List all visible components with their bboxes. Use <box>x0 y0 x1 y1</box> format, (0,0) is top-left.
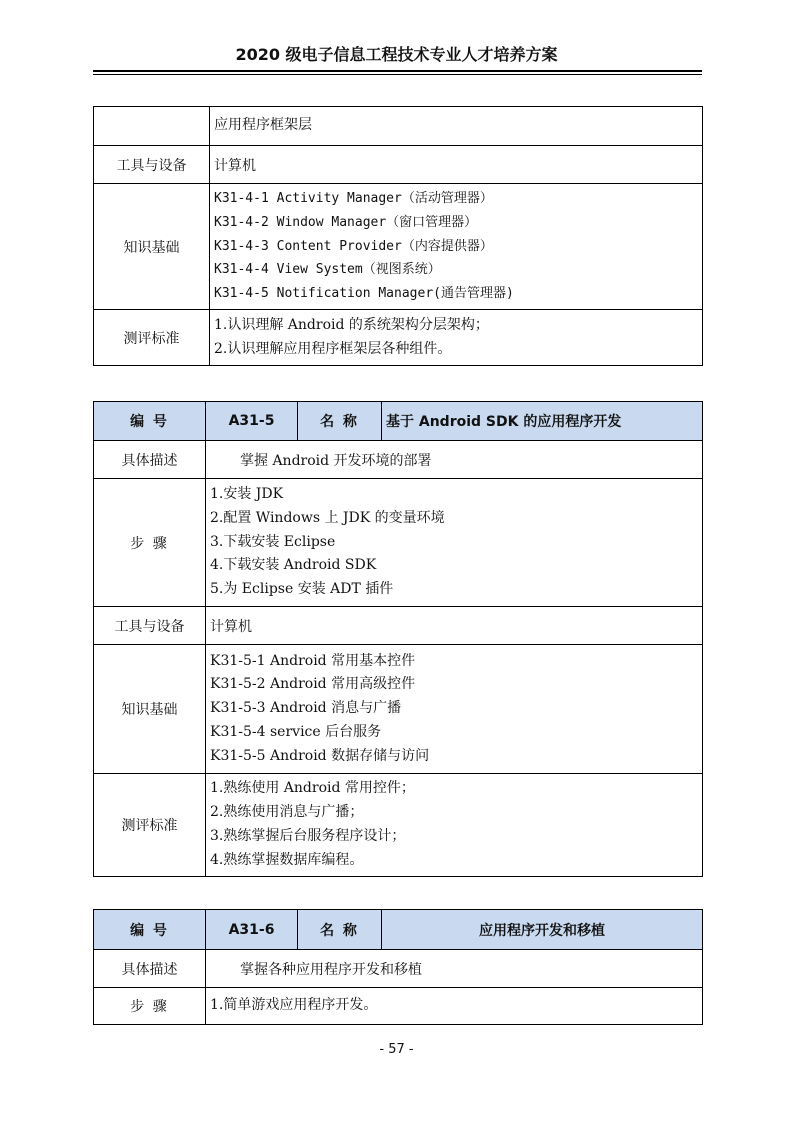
top-row-text: 应用程序框架层 <box>210 107 703 146</box>
list-item: 2.认识理解应用程序框架层各种组件。 <box>214 340 452 357</box>
code-value: A31-5 <box>206 402 298 441</box>
steps-label: 步 骤 <box>94 479 206 607</box>
steps-label: 步 骤 <box>94 988 206 1025</box>
list-item: 2.熟练使用消息与广播； <box>210 804 364 821</box>
tools-label: 工具与设备 <box>94 146 210 184</box>
list-item: 3.下载安装 Eclipse <box>210 533 336 550</box>
list-item: K31-4-2 Window Manager（窗口管理器） <box>214 214 478 230</box>
evaluation-list <box>206 774 703 877</box>
steps-list <box>206 479 703 607</box>
evaluation-label: 测评标准 <box>94 774 206 877</box>
knowledge-list <box>210 184 703 310</box>
page-header-title: 2020 级电子信息工程技术专业人才培养方案 <box>235 45 558 64</box>
table-row <box>94 146 703 184</box>
table-row <box>94 184 703 310</box>
table-a31-4-continued <box>93 106 703 366</box>
list-item: K31-4-4 View System（视图系统） <box>214 262 441 278</box>
code-label: 编 号 <box>94 402 206 441</box>
name-label: 名 称 <box>298 910 382 950</box>
table-row <box>94 988 703 1025</box>
table-row <box>94 479 703 607</box>
table-row <box>94 441 703 479</box>
code-label: 编 号 <box>94 910 206 950</box>
list-item: 3.熟练掌握后台服务程序设计； <box>210 828 406 844</box>
knowledge-label: 知识基础 <box>94 184 210 310</box>
table-header-row <box>94 402 703 441</box>
table-row <box>94 607 703 645</box>
knowledge-label: 知识基础 <box>94 645 206 774</box>
list-item: K31-4-3 Content Provider（内容提供器） <box>214 238 493 254</box>
table-row <box>94 950 703 988</box>
evaluation-label: 测评标准 <box>94 310 210 366</box>
steps-list <box>206 988 703 1025</box>
page-number: - 57 - <box>379 1042 414 1057</box>
description-value: 掌握各种应用程序开发和移植 <box>206 950 703 988</box>
table-row <box>94 310 703 366</box>
table-a31-5 <box>93 401 703 877</box>
list-item: 4.下载安装 Android SDK <box>210 557 377 574</box>
description-label: 具体描述 <box>94 950 206 988</box>
tools-value: 计算机 <box>210 146 703 184</box>
name-value: 基于 Android SDK 的应用程序开发 <box>382 402 703 441</box>
list-item: K31-5-5 Android 数据存储与访问 <box>210 747 430 764</box>
header-rule-thick <box>93 70 702 72</box>
description-value: 掌握 Android 开发环境的部署 <box>206 441 703 479</box>
list-item: 1.简单游戏应用程序开发。 <box>210 997 378 1014</box>
table-header-row <box>94 910 703 950</box>
list-item: 4.熟练掌握数据库编程。 <box>210 851 364 868</box>
tools-label: 工具与设备 <box>94 607 206 645</box>
table-a31-6 <box>93 909 703 1025</box>
name-value: 应用程序开发和移植 <box>382 910 703 950</box>
tools-value: 计算机 <box>206 607 703 645</box>
header-rule-thin <box>93 74 702 75</box>
list-item: 1.认识理解 Android 的系统架构分层架构； <box>214 316 489 333</box>
table-row <box>94 645 703 774</box>
code-value: A31-6 <box>206 910 298 950</box>
list-item: 2.配置 Windows 上 JDK 的变量环境 <box>210 509 445 526</box>
name-label: 名 称 <box>298 402 382 441</box>
table-row <box>94 774 703 877</box>
list-item: 1.熟练使用 Android 常用控件； <box>210 780 415 797</box>
list-item: 5.为 Eclipse 安装 ADT 插件 <box>210 581 394 598</box>
list-item: K31-5-1 Android 常用基本控件 <box>210 652 416 669</box>
description-label: 具体描述 <box>94 441 206 479</box>
evaluation-list <box>210 310 703 366</box>
list-item: K31-4-5 Notification Manager(通告管理器) <box>214 286 514 302</box>
list-item: 1.安装 JDK <box>210 486 284 502</box>
list-item: K31-5-3 Android 消息与广播 <box>210 700 402 717</box>
table-row <box>94 107 703 146</box>
list-item: K31-4-1 Activity Manager（活动管理器） <box>214 191 493 206</box>
list-item: K31-5-4 service 后台服务 <box>210 723 382 740</box>
list-item: K31-5-2 Android 常用高级控件 <box>210 676 416 693</box>
knowledge-list <box>206 645 703 774</box>
